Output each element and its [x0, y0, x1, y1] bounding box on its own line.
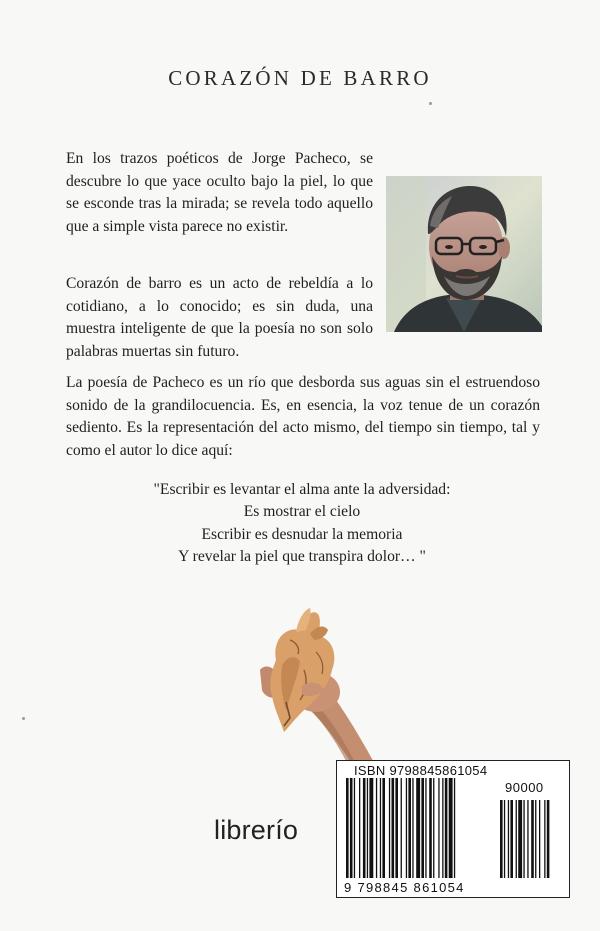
author-portrait-illustration — [386, 176, 542, 332]
isbn-label: ISBN 9798845861054 — [354, 763, 488, 778]
quote-line: Escribir es desnudar la memoria — [201, 525, 403, 543]
paper-speck — [22, 717, 25, 720]
paragraph-river: La poesía de Pacheco es un río que desborda sus aguas sin el estruendoso sonido de la grandilocuencia. Es, en esencia, la voz tenue de un corazón sediento. Es la representación del acto mismo, del tiempo sin tiempo, tal y como el autor lo dice aquí: — [66, 374, 540, 459]
poem-quote — [80, 479, 524, 569]
price-code: 90000 — [505, 780, 544, 795]
isbn-digits: 9 798845 861054 — [344, 880, 465, 895]
book-title: CORAZÓN DE BARRO — [168, 66, 432, 90]
author-photo — [386, 176, 542, 332]
paper-speck — [429, 102, 432, 105]
hand-holding-clay-heart-illustration — [246, 600, 386, 785]
barcode-bars — [340, 778, 564, 878]
paragraph-rebellion: Corazón de barro es un acto de rebeldía a lo cotidiano, a lo conocido; es sin duda, una muestra inteligente de que la poesía no son solo palabras muertas sin futuro. — [66, 275, 373, 360]
quote-line: Y revelar la piel que transpira dolor… " — [178, 548, 426, 566]
paragraph-intro: En los trazos poéticos de Jorge Pacheco, se descubre lo que yace oculto bajo la piel, lo que se esconde tras la mirada; se revela todo aquello que a simple vista parece no existir. — [66, 150, 373, 235]
publisher-logo: librerío — [214, 815, 299, 845]
quote-line: "Escribir es levantar el alma ante la adversidad: — [153, 481, 451, 498]
quote-line: Es mostrar el cielo — [243, 503, 361, 521]
